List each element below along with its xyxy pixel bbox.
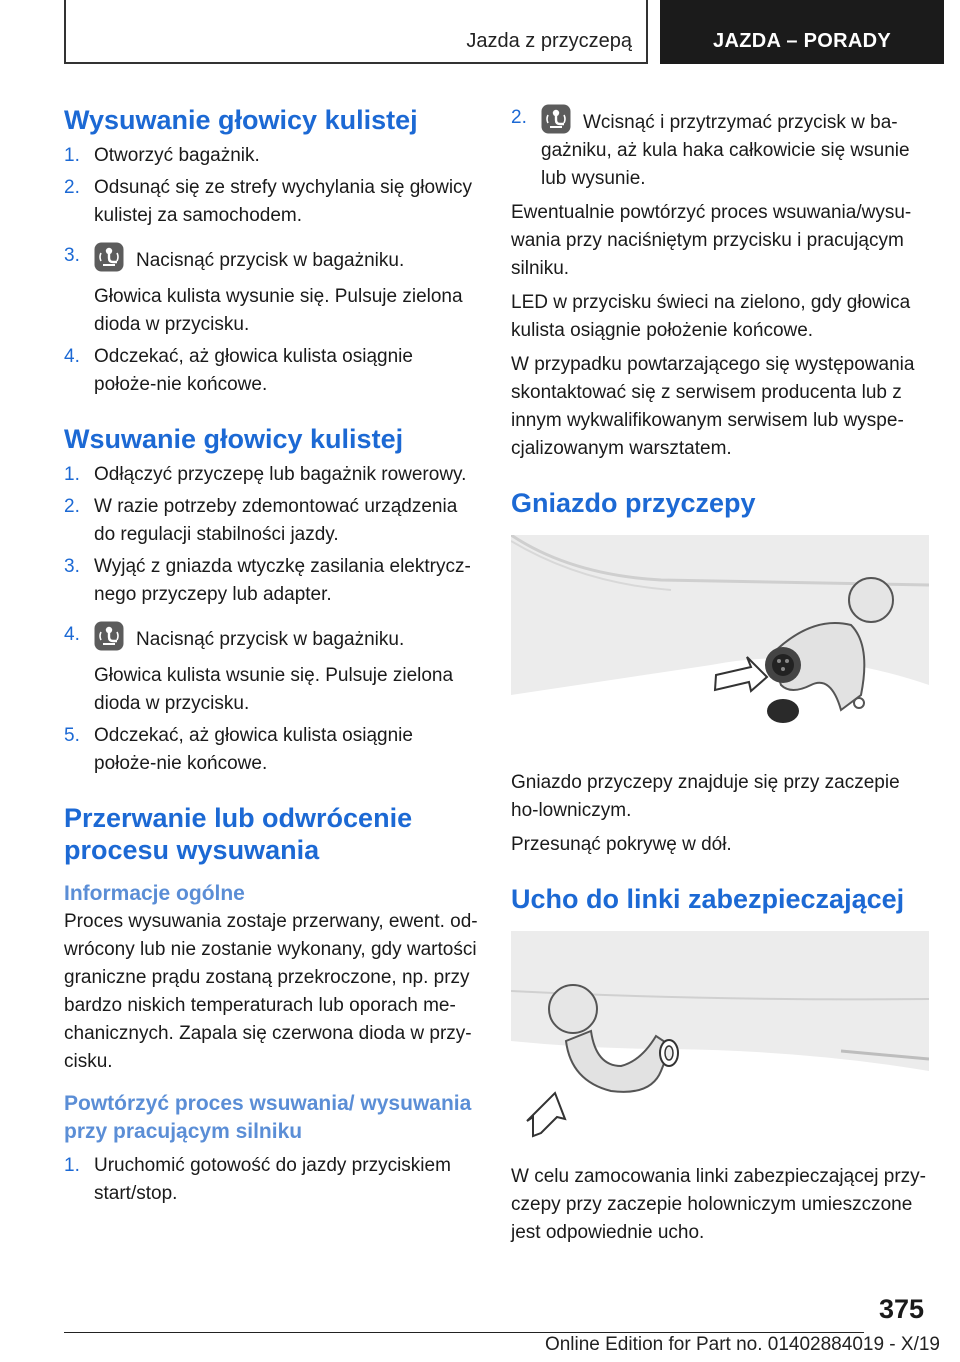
list-item: 2. W razie potrzeby zdemontować urządzenia do regulacji stabilności jazdy.: [64, 496, 458, 545]
tow-hitch-button-icon: [94, 242, 124, 272]
footer-edition: Online Edition for Part no. 01402884019 - X/19: [544, 1334, 940, 1355]
section-title-interrupt: Przerwanie lub odwrócenie procesu wysuwania: [64, 803, 413, 865]
step-note: Głowica kulista wsunie się. Pulsuje zielona dioda w przycisku.: [94, 665, 454, 714]
header-section-title: Jazda z przyczepą: [466, 30, 632, 52]
section-title-socket: Gniazdo przyczepy: [511, 488, 756, 518]
subsection-title-general: Informacje ogólne: [64, 882, 245, 905]
section-title-extend: Wysuwanie głowicy kulistej: [64, 105, 418, 135]
tow-hitch-button-icon: [94, 621, 124, 651]
paragraph: LED w przycisku świeci na zielono, gdy głowica kulista osiągnie położenie końcowe.: [511, 292, 911, 341]
list-item: 2. Odsunąć się ze strefy wychylania się głowicy kulistej za samochodem.: [64, 177, 473, 226]
list-item: 4. Nacisnąć przycisk w bagażniku.: [64, 621, 478, 654]
extend-steps-cont: [64, 343, 478, 399]
list-item: 2. Wcisnąć i przytrzymać przycisk w ba-gażniku, aż kula haka całkowicie się wsunie lub wysunie.: [511, 104, 929, 193]
extend-steps: [64, 142, 478, 275]
repeat-steps-cont: [511, 104, 929, 193]
left-column: [64, 104, 478, 1208]
header-chapter-title: JAZDA – PORADY: [713, 30, 891, 52]
repeat-steps: [64, 1152, 478, 1208]
section-title-retract: Wsuwanie głowicy kulistej: [64, 424, 404, 454]
subsection-title-repeat: Powtórzyć proces wsuwania/ wysuwania przy pracującym silniku: [64, 1092, 472, 1143]
paragraph: Proces wysuwania zostaje przerwany, ewent. od-wrócony lub nie zostanie wykonany, gdy wartości graniczne prądu zostaną przekroczone, np. przy bardzo niskich temperaturach lub oporach me-chanicznych. Zapala się czerwona dioda w przy-cisku.: [64, 911, 478, 1072]
retract-steps-cont: [64, 722, 478, 778]
header-chapter-box: [660, 0, 944, 64]
page-number: 375: [878, 1294, 924, 1324]
paragraph: W celu zamocowania linki zabezpieczającej przy-czepy przy zaczepie holowniczym umieszczone jest odpowiednie ucho.: [511, 1166, 927, 1243]
list-item: 1. Otworzyć bagażnik.: [64, 145, 260, 166]
step-note: Głowica kulista wysunie się. Pulsuje zielona dioda w przycisku.: [94, 286, 463, 335]
paragraph: W przypadku powtarzającego się występowania skontaktować się z serwisem producenta lub z innym wykwalifikowanym serwisem lub wyspe-cjalizowanym warsztatem.: [511, 354, 915, 459]
safety-cable-eye-illustration: [511, 931, 929, 1149]
list-item: 3. Nacisnąć przycisk w bagażniku.: [64, 242, 478, 275]
retract-steps: [64, 461, 478, 654]
section-title-eye: Ucho do linki zabezpieczającej: [511, 884, 905, 914]
list-item: 3. Wyjąć z gniazda wtyczkę zasilania elektrycz-nego przyczepy lub adapter.: [64, 556, 471, 605]
paragraph: Przesunąć pokrywę w dół.: [511, 834, 732, 855]
footer-divider: [64, 1332, 864, 1333]
paragraph: Ewentualnie powtórzyć proces wsuwania/wysu-wania przy naciśniętym przycisku i pracującym silniku.: [511, 202, 912, 279]
list-item: 1. Uruchomić gotowość do jazdy przyciskiem start/stop.: [64, 1155, 451, 1204]
tow-hitch-button-icon: [541, 104, 571, 134]
trailer-socket-illustration: [511, 535, 929, 745]
list-item: 4. Odczekać, aż głowica kulista osiągnie położe-nie końcowe.: [64, 346, 413, 395]
header-section-box: [64, 0, 648, 64]
right-column: [511, 104, 929, 1247]
list-item: 5. Odczekać, aż głowica kulista osiągnie położe-nie końcowe.: [64, 725, 413, 774]
paragraph: Gniazdo przyczepy znajduje się przy zaczepie ho-lowniczym.: [511, 772, 900, 821]
list-item: 1. Odłączyć przyczepę lub bagażnik rowerowy.: [64, 464, 467, 485]
